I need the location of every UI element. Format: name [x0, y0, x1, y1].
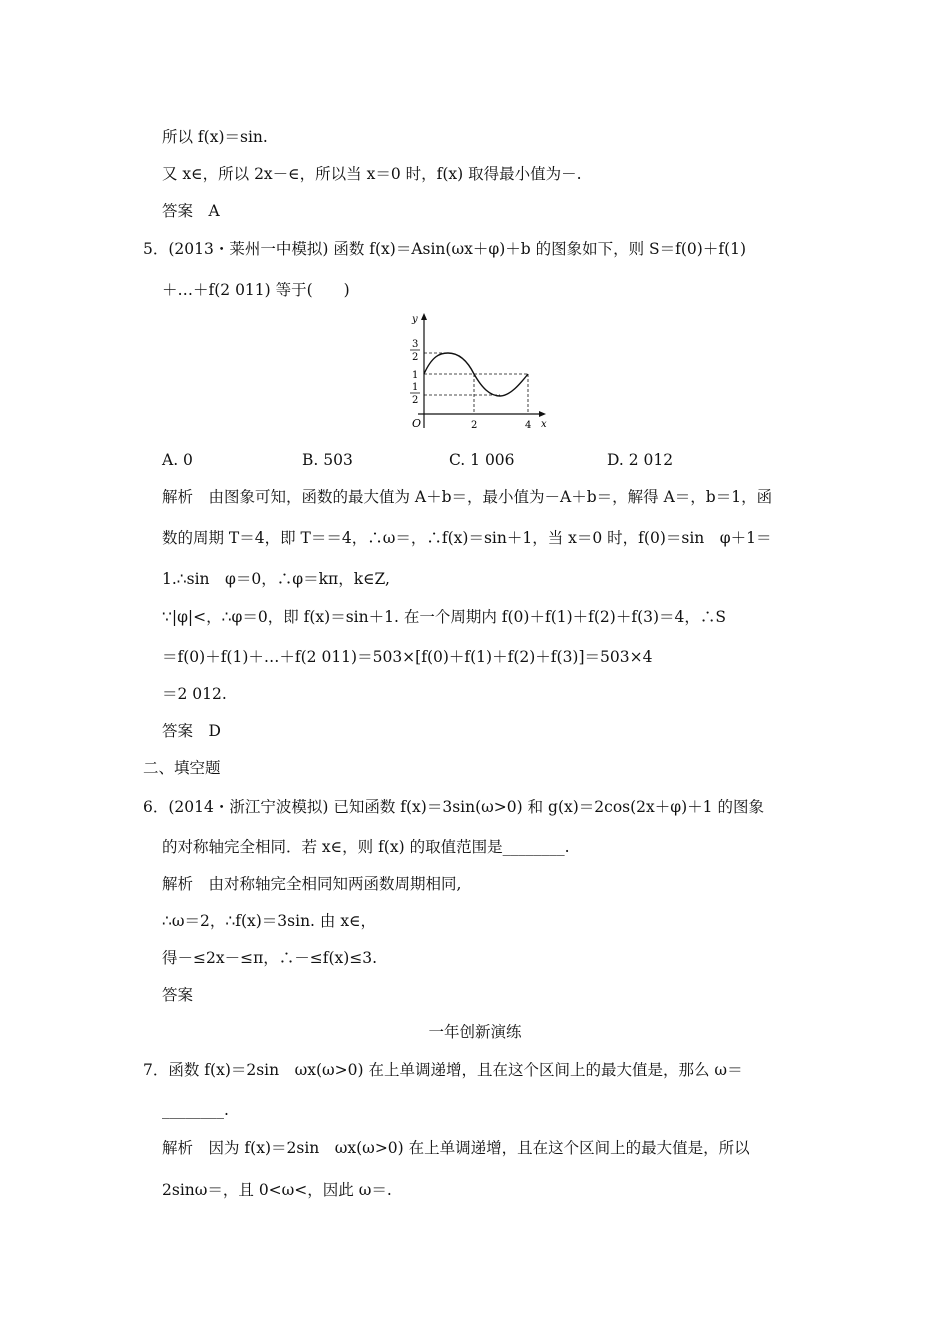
text-line-1: 所以 f(x)＝sin.	[162, 128, 268, 146]
text-line-2: 又 x∈，所以 2x－∈，所以当 x＝0 时，f(x) 取得最小值为－.	[162, 165, 582, 183]
option-d: D. 2 012	[607, 451, 674, 469]
section-heading-fill-blank: 二、填空题	[143, 759, 221, 777]
y-tick-1-2-den: 2	[412, 395, 419, 406]
y-tick-3-2-num: 3	[412, 339, 419, 350]
analysis-6-line-2: ∴ω＝2，∴f(x)＝3sin. 由 x∈，	[162, 912, 377, 930]
answer-5: 答案 D	[162, 722, 221, 740]
analysis-5-line-6: ＝2 012.	[162, 685, 227, 703]
question-7-line-1: 7．函数 f(x)＝2sin ωx(ω>0) 在上单调递增，且在这个区间上的最大值是，那么 ω＝	[143, 1061, 743, 1079]
section-title: 一年创新演练	[428, 1023, 522, 1041]
option-c: C. 1 006	[449, 451, 515, 469]
question-6-line-2: 的对称轴完全相同．若 x∈，则 f(x) 的取值范围是________.	[162, 838, 570, 856]
sine-curve	[424, 353, 528, 396]
y-axis-label: y	[412, 314, 418, 325]
option-a: A. 0	[162, 451, 193, 469]
analysis-6-line-3: 得－≤2x－≤π，∴－≤f(x)≤3.	[162, 949, 378, 967]
question-6-line-1: 6．(2014・浙江宁波模拟) 已知函数 f(x)＝3sin(ω>0) 和 g(x)＝2cos(2x＋φ)＋1 的图象	[143, 798, 764, 816]
sine-graph-figure	[398, 310, 558, 435]
y-tick-1-2-num: 1	[412, 382, 419, 393]
x-tick-2: 2	[471, 420, 478, 431]
analysis-5-line-3: 1.∴sin φ＝0，∴φ＝kπ，k∈Z,	[162, 570, 390, 588]
answer-6: 答案	[162, 986, 194, 1004]
analysis-6-line-1: 解析 由对称轴完全相同知两函数周期相同,	[162, 875, 462, 893]
analysis-5-line-5: ＝f(0)＋f(1)＋…＋f(2 011)＝503×[f(0)＋f(1)＋f(2)＋f(3)]＝503×4	[162, 648, 653, 666]
x-axis-label: x	[541, 419, 547, 430]
analysis-5-line-4: ∵|φ|<，∴φ＝0，即 f(x)＝sin＋1. 在一个周期内 f(0)＋f(1)＋f(2)＋f(3)＝4，∴S	[162, 608, 727, 626]
origin-label: O	[412, 417, 422, 430]
y-tick-3-2-den: 2	[412, 352, 419, 363]
analysis-5-line-1: 解析 由图象可知，函数的最大值为 A＋b＝，最小值为－A＋b＝，解得 A＝，b＝1，函	[162, 488, 773, 506]
answer-line-4: 答案 A	[162, 202, 220, 220]
question-7-line-2: ________.	[162, 1101, 229, 1119]
question-5-line-2: ＋…＋f(2 011) 等于( )	[162, 281, 350, 299]
analysis-5-line-2: 数的周期 T＝4，即 T＝＝4，∴ω＝，∴f(x)＝sin＋1，当 x＝0 时，f(0)＝sin φ＋1＝	[162, 529, 772, 547]
x-axis-arrow	[539, 411, 546, 417]
option-b: B. 503	[302, 451, 353, 469]
analysis-7-line-2: 2sinω＝，且 0<ω<，因此 ω＝.	[162, 1181, 392, 1199]
y-axis-arrow	[421, 313, 427, 320]
analysis-7-line-1: 解析 因为 f(x)＝2sin ωx(ω>0) 在上单调递增，且在这个区间上的最大值是，所以	[162, 1139, 750, 1157]
x-tick-4: 4	[525, 420, 532, 431]
y-tick-1: 1	[412, 370, 419, 381]
question-5-line-1: 5．(2013・莱州一中模拟) 函数 f(x)＝Asin(ωx＋φ)＋b 的图象如下，则 S＝f(0)＋f(1)	[143, 240, 747, 258]
